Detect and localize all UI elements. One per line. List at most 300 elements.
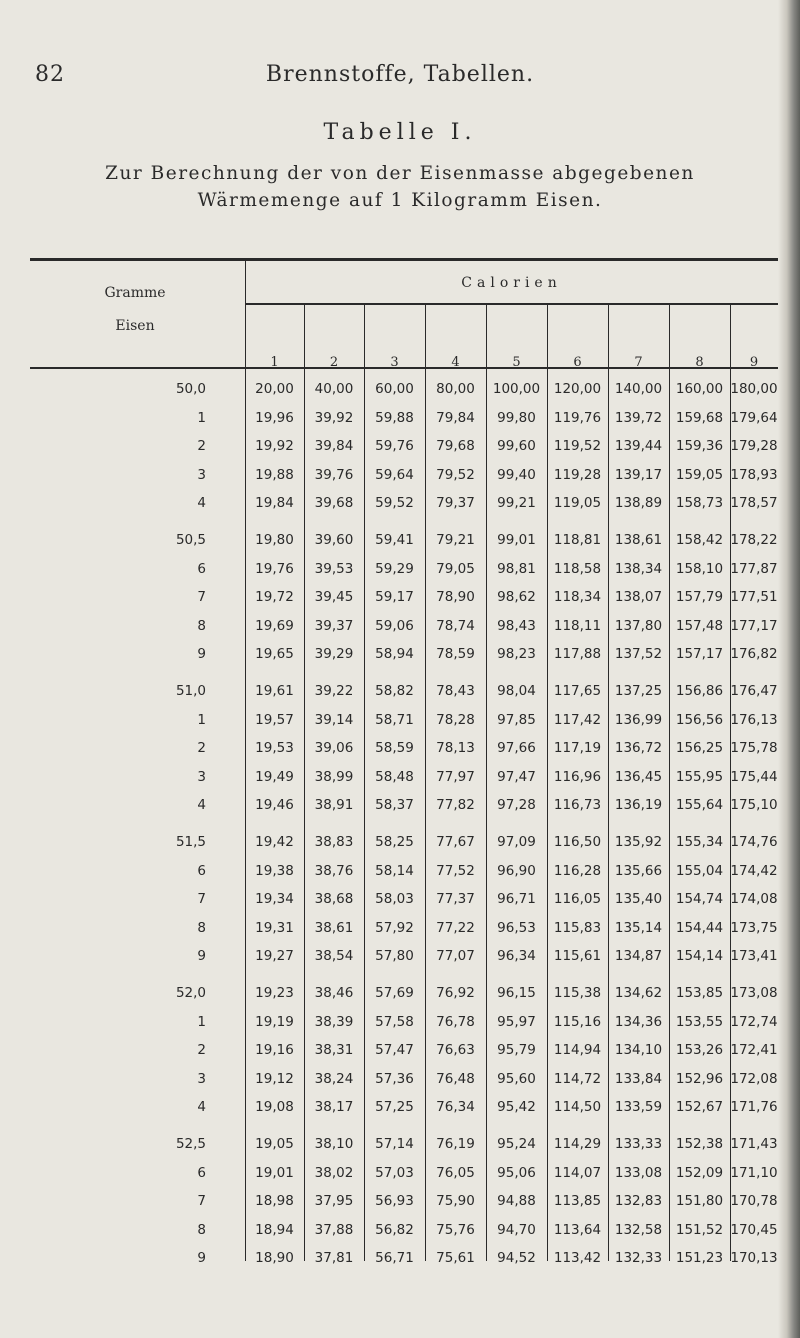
calorie-cell: 98,81 — [497, 560, 536, 577]
calorie-cell: 77,82 — [436, 797, 475, 814]
calorie-cell: 19,80 — [255, 532, 294, 548]
gramm-cell: 2 — [197, 740, 206, 757]
calorie-cell: 136,72 — [614, 740, 663, 757]
calorie-cell: 119,28 — [553, 466, 602, 483]
calorie-cell: 77,07 — [436, 948, 475, 965]
calorie-cell: 154,74 — [675, 891, 724, 908]
calorie-cell: 59,41 — [375, 532, 414, 548]
calorie-cell: 135,92 — [614, 834, 663, 850]
calorie-cell: 59,88 — [375, 409, 414, 426]
header-gramme: Gramme — [104, 285, 166, 301]
calorie-cell: 77,67 — [436, 834, 475, 850]
gramm-cell: 6 — [197, 560, 206, 577]
calorie-cell: 57,47 — [375, 1042, 414, 1059]
calorie-cell: 38,31 — [314, 1042, 354, 1059]
calorie-cell: 96,90 — [497, 862, 536, 879]
calorie-cell: 76,05 — [436, 1164, 475, 1181]
calorie-cell: 97,28 — [497, 797, 536, 814]
calorie-cell: 175,10 — [730, 797, 778, 814]
calorie-cell: 38,76 — [314, 862, 354, 879]
calorie-cell: 134,10 — [614, 1042, 663, 1059]
calorie-cell: 132,58 — [614, 1221, 663, 1238]
caption-line-1: Zur Berechnung der von der Eisenmasse abgegebenen — [105, 163, 695, 184]
calorie-cell: 116,50 — [553, 834, 602, 850]
calorie-cell: 172,41 — [730, 1042, 778, 1059]
gramm-cell: 3 — [197, 1070, 206, 1087]
gramm-cell: 50,0 — [175, 381, 206, 397]
header-eisen: Eisen — [115, 318, 155, 334]
calorie-cell: 39,84 — [314, 438, 354, 455]
calorie-cell: 75,76 — [436, 1221, 475, 1238]
calorie-cell: 60,00 — [375, 381, 414, 397]
calorie-cell: 19,23 — [255, 985, 294, 1001]
calorie-cell: 39,06 — [314, 740, 354, 757]
calorie-cell: 94,70 — [497, 1221, 536, 1238]
calorie-cell: 57,03 — [375, 1164, 414, 1181]
calorie-cell: 76,78 — [436, 1013, 475, 1030]
calorie-cell: 136,99 — [614, 711, 663, 728]
calorie-cell: 80,00 — [436, 381, 475, 397]
calorie-cell: 115,61 — [553, 948, 602, 965]
gramm-cell: 51,0 — [175, 683, 206, 699]
calorie-cell: 19,08 — [255, 1099, 294, 1116]
calorie-cell: 57,69 — [375, 985, 414, 1001]
table-row — [0, 589, 800, 612]
calorie-cell: 57,80 — [375, 948, 414, 965]
column-number-7: 7 — [634, 355, 643, 370]
calorie-cell: 113,42 — [553, 1250, 602, 1267]
calorie-cell: 38,61 — [314, 919, 354, 936]
calorie-cell: 98,23 — [497, 646, 536, 663]
calorie-cell: 170,45 — [730, 1221, 778, 1238]
calorie-cell: 170,13 — [730, 1250, 778, 1267]
calorie-cell: 95,97 — [497, 1013, 536, 1030]
calorie-cell: 38,91 — [314, 797, 354, 814]
calorie-cell: 158,42 — [675, 532, 724, 548]
calorie-cell: 58,59 — [375, 740, 414, 757]
calorie-cell: 99,60 — [497, 438, 536, 455]
calorie-cell: 174,42 — [730, 862, 778, 879]
calorie-cell: 154,44 — [675, 919, 724, 936]
calorie-cell: 135,66 — [614, 862, 663, 879]
calorie-cell: 99,80 — [497, 409, 536, 426]
table-row — [0, 618, 800, 641]
calorie-cell: 19,46 — [255, 797, 294, 814]
table-row — [0, 1099, 800, 1122]
calorie-cell: 176,13 — [730, 711, 778, 728]
calorie-cell: 114,72 — [553, 1070, 602, 1087]
calorie-cell: 176,82 — [730, 646, 778, 663]
calorie-cell: 75,90 — [436, 1193, 475, 1210]
calorie-cell: 119,52 — [553, 438, 602, 455]
calorie-cell: 76,63 — [436, 1042, 475, 1059]
calorie-cell: 152,96 — [675, 1070, 724, 1087]
calorie-cell: 20,00 — [255, 381, 294, 397]
calorie-cell: 174,76 — [730, 834, 778, 850]
table-row — [0, 712, 800, 735]
column-number-4: 4 — [451, 355, 460, 370]
calorie-cell: 39,76 — [314, 466, 354, 483]
calorie-cell: 59,52 — [375, 495, 414, 512]
calorie-cell: 19,42 — [255, 834, 294, 850]
calorie-cell: 76,92 — [436, 985, 475, 1001]
calorie-cell: 78,59 — [436, 646, 475, 663]
calorie-cell: 117,88 — [553, 646, 602, 663]
calorie-cell: 99,40 — [497, 466, 536, 483]
calorie-cell: 137,52 — [614, 646, 663, 663]
calorie-cell: 19,57 — [255, 711, 294, 728]
gramm-cell: 52,5 — [175, 1136, 206, 1152]
calorie-cell: 114,29 — [553, 1136, 602, 1152]
calorie-cell: 137,25 — [614, 683, 663, 699]
table-row — [0, 863, 800, 886]
gramm-cell: 4 — [197, 1099, 206, 1116]
calorie-cell: 37,88 — [314, 1221, 354, 1238]
calorie-cell: 19,01 — [255, 1164, 294, 1181]
gramm-cell: 7 — [197, 891, 206, 908]
calorie-cell: 133,08 — [614, 1164, 663, 1181]
calorie-cell: 138,89 — [614, 495, 663, 512]
table-row — [0, 797, 800, 820]
calorie-cell: 95,60 — [497, 1070, 536, 1087]
gramm-cell: 6 — [197, 1164, 206, 1181]
table-row — [0, 891, 800, 914]
calorie-cell: 19,16 — [255, 1042, 294, 1059]
calorie-cell: 140,00 — [614, 381, 663, 397]
calorie-cell: 58,14 — [375, 862, 414, 879]
calorie-cell: 19,76 — [255, 560, 294, 577]
gramm-cell: 3 — [197, 768, 206, 785]
calorie-cell: 114,50 — [553, 1099, 602, 1116]
table-row — [0, 740, 800, 763]
running-title: Brennstoffe, Tabellen. — [265, 62, 535, 87]
calorie-cell: 155,04 — [675, 862, 724, 879]
column-number-1: 1 — [270, 355, 279, 370]
calorie-cell: 156,25 — [675, 740, 724, 757]
calorie-cell: 56,71 — [375, 1250, 414, 1267]
calorie-cell: 79,37 — [436, 495, 475, 512]
calorie-cell: 77,52 — [436, 862, 475, 879]
calorie-cell: 114,07 — [553, 1164, 602, 1181]
calorie-cell: 160,00 — [675, 381, 724, 397]
calorie-cell: 37,81 — [314, 1250, 354, 1267]
calorie-cell: 173,41 — [730, 948, 778, 965]
calorie-cell: 37,95 — [314, 1193, 354, 1210]
calorie-cell: 115,83 — [553, 919, 602, 936]
calorie-cell: 136,45 — [614, 768, 663, 785]
calorie-cell: 133,84 — [614, 1070, 663, 1087]
calorie-cell: 95,06 — [497, 1164, 536, 1181]
calorie-cell: 59,76 — [375, 438, 414, 455]
gramm-cell: 1 — [197, 1013, 206, 1030]
calorie-cell: 178,93 — [730, 466, 778, 483]
page-header — [35, 62, 765, 102]
gramm-cell: 7 — [197, 1193, 206, 1210]
calorie-cell: 179,28 — [730, 438, 778, 455]
calorie-cell: 79,52 — [436, 466, 475, 483]
table-row — [0, 1042, 800, 1065]
calorie-cell: 116,73 — [553, 797, 602, 814]
calorie-cell: 152,67 — [675, 1099, 724, 1116]
calorie-cell: 58,82 — [375, 683, 414, 699]
table-row — [0, 561, 800, 584]
calorie-cell: 174,08 — [730, 891, 778, 908]
table-row — [0, 410, 800, 433]
calorie-cell: 38,02 — [314, 1164, 354, 1181]
calorie-cell: 155,34 — [675, 834, 724, 850]
calorie-cell: 38,99 — [314, 768, 354, 785]
calorie-cell: 78,13 — [436, 740, 475, 757]
calorie-cell: 133,33 — [614, 1136, 663, 1152]
calorie-cell: 19,84 — [255, 495, 294, 512]
calorie-cell: 135,40 — [614, 891, 663, 908]
calorie-cell: 39,53 — [314, 560, 354, 577]
calorie-cell: 58,48 — [375, 768, 414, 785]
calorie-cell: 18,90 — [255, 1250, 294, 1267]
calorie-cell: 137,80 — [614, 617, 663, 634]
calorie-cell: 38,68 — [314, 891, 354, 908]
gramm-cell: 9 — [197, 646, 206, 663]
table-caption — [0, 160, 800, 214]
calorie-cell: 116,28 — [553, 862, 602, 879]
calorie-cell: 75,61 — [436, 1250, 475, 1267]
table-row — [0, 920, 800, 943]
calorie-cell: 78,74 — [436, 617, 475, 634]
calorie-cell: 134,87 — [614, 948, 663, 965]
calorie-cell: 113,64 — [553, 1221, 602, 1238]
gramm-cell: 1 — [197, 409, 206, 426]
calorie-cell: 175,78 — [730, 740, 778, 757]
calorie-cell: 39,68 — [314, 495, 354, 512]
gramm-cell: 2 — [197, 1042, 206, 1059]
calorie-cell: 39,14 — [314, 711, 354, 728]
calorie-cell: 116,05 — [553, 891, 602, 908]
calorie-cell: 139,17 — [614, 466, 663, 483]
calorie-cell: 76,48 — [436, 1070, 475, 1087]
calorie-cell: 133,59 — [614, 1099, 663, 1116]
calorie-cell: 19,53 — [255, 740, 294, 757]
table-row — [0, 1250, 800, 1273]
gramm-cell: 4 — [197, 495, 206, 512]
calorie-cell: 156,56 — [675, 711, 724, 728]
calorie-cell: 19,05 — [255, 1136, 294, 1152]
calorie-cell: 58,03 — [375, 891, 414, 908]
calorie-cell: 57,36 — [375, 1070, 414, 1087]
calorie-cell: 59,06 — [375, 617, 414, 634]
calorie-cell: 19,38 — [255, 862, 294, 879]
calorie-cell: 171,76 — [730, 1099, 778, 1116]
table-row — [0, 1222, 800, 1245]
calorie-cell: 18,94 — [255, 1221, 294, 1238]
calorie-cell: 94,88 — [497, 1193, 536, 1210]
calorie-cell: 177,51 — [730, 589, 778, 606]
calorie-cell: 159,05 — [675, 466, 724, 483]
calorie-cell: 138,61 — [614, 532, 663, 548]
column-number-5: 5 — [512, 355, 521, 370]
calorie-cell: 19,49 — [255, 768, 294, 785]
calorie-cell: 157,17 — [675, 646, 724, 663]
calorie-cell: 134,62 — [614, 985, 663, 1001]
calorie-cell: 117,65 — [553, 683, 602, 699]
calorie-cell: 175,44 — [730, 768, 778, 785]
calorie-cell: 38,54 — [314, 948, 354, 965]
calorie-cell: 171,43 — [730, 1136, 778, 1152]
table-row — [0, 381, 800, 404]
calorie-cell: 118,34 — [553, 589, 602, 606]
calorie-cell: 40,00 — [314, 381, 354, 397]
calorie-cell: 77,37 — [436, 891, 475, 908]
calorie-cell: 115,16 — [553, 1013, 602, 1030]
calorie-cell: 138,07 — [614, 589, 663, 606]
calorie-cell: 153,85 — [675, 985, 724, 1001]
table-row — [0, 985, 800, 1008]
column-number-6: 6 — [573, 355, 582, 370]
table-row — [0, 948, 800, 971]
calorie-cell: 156,86 — [675, 683, 724, 699]
calorie-cell: 98,43 — [497, 617, 536, 634]
calorie-cell: 39,29 — [314, 646, 354, 663]
caption-line-2: Wärmemenge auf 1 Kilogramm Eisen. — [197, 190, 603, 211]
calorie-cell: 153,26 — [675, 1042, 724, 1059]
calorie-cell: 79,05 — [436, 560, 475, 577]
calorie-cell: 76,19 — [436, 1136, 475, 1152]
calorie-cell: 97,66 — [497, 740, 536, 757]
calorie-cell: 19,69 — [255, 617, 294, 634]
calorie-cell: 155,64 — [675, 797, 724, 814]
calorie-cell: 180,00 — [730, 381, 778, 397]
calorie-cell: 19,88 — [255, 466, 294, 483]
calorie-cell: 95,24 — [497, 1136, 536, 1152]
calorie-cell: 96,15 — [497, 985, 536, 1001]
table-row — [0, 438, 800, 461]
calorie-cell: 38,83 — [314, 834, 354, 850]
calorie-cell: 58,37 — [375, 797, 414, 814]
calorie-cell: 171,10 — [730, 1164, 778, 1181]
calorie-cell: 57,25 — [375, 1099, 414, 1116]
calorie-cell: 99,21 — [497, 495, 536, 512]
calorie-cell: 173,08 — [730, 985, 778, 1001]
table-top-rule — [30, 258, 778, 261]
page-number: 82 — [35, 62, 65, 87]
calorie-cell: 177,17 — [730, 617, 778, 634]
calorie-cell: 132,83 — [614, 1193, 663, 1210]
calorie-cell: 58,71 — [375, 711, 414, 728]
calorie-cell: 179,64 — [730, 409, 778, 426]
calorie-cell: 96,71 — [497, 891, 536, 908]
calorie-cell: 39,37 — [314, 617, 354, 634]
calorie-cell: 78,90 — [436, 589, 475, 606]
calorie-cell: 79,84 — [436, 409, 475, 426]
calorie-cell: 118,11 — [553, 617, 602, 634]
table-row — [0, 1193, 800, 1216]
calorie-cell: 139,72 — [614, 409, 663, 426]
calorie-cell: 172,74 — [730, 1013, 778, 1030]
calorie-cell: 158,73 — [675, 495, 724, 512]
gramm-cell: 8 — [197, 919, 206, 936]
calorie-cell: 159,36 — [675, 438, 724, 455]
gramm-cell: 6 — [197, 862, 206, 879]
calorie-cell: 97,85 — [497, 711, 536, 728]
calorie-cell: 95,42 — [497, 1099, 536, 1116]
gramm-cell: 51,5 — [175, 834, 206, 850]
calorie-cell: 96,34 — [497, 948, 536, 965]
header-calorien: Calorien — [461, 275, 562, 291]
calorie-cell: 58,94 — [375, 646, 414, 663]
gramm-cell: 9 — [197, 948, 206, 965]
table-title: Tabelle I. — [323, 120, 477, 145]
calorie-cell: 98,04 — [497, 683, 536, 699]
calorie-cell: 139,44 — [614, 438, 663, 455]
table-row — [0, 834, 800, 857]
calorie-cell: 95,79 — [497, 1042, 536, 1059]
calorie-cell: 97,47 — [497, 768, 536, 785]
calorie-cell: 19,31 — [255, 919, 294, 936]
gramm-cell: 9 — [197, 1250, 206, 1267]
gramm-cell: 50,5 — [175, 532, 206, 548]
calorie-cell: 79,68 — [436, 438, 475, 455]
calorie-cell: 59,17 — [375, 589, 414, 606]
calorie-cell: 114,94 — [553, 1042, 602, 1059]
calorie-cell: 57,58 — [375, 1013, 414, 1030]
calorie-cell: 38,46 — [314, 985, 354, 1001]
table-row — [0, 1014, 800, 1037]
calorie-cell: 79,21 — [436, 532, 475, 548]
calorie-cell: 120,00 — [553, 381, 602, 397]
calorie-cell: 152,09 — [675, 1164, 724, 1181]
calorie-cell: 152,38 — [675, 1136, 724, 1152]
calorie-cell: 97,09 — [497, 834, 536, 850]
calorie-cell: 76,34 — [436, 1099, 475, 1116]
gramm-cell: 3 — [197, 466, 206, 483]
calorie-cell: 151,80 — [675, 1193, 724, 1210]
column-number-2: 2 — [329, 355, 339, 370]
calorie-cell: 19,61 — [255, 683, 294, 699]
calorie-cell: 38,10 — [314, 1136, 354, 1152]
table-row — [0, 1071, 800, 1094]
calorie-cell: 154,14 — [675, 948, 724, 965]
calorie-cell: 172,08 — [730, 1070, 778, 1087]
calorie-cell: 178,57 — [730, 495, 778, 512]
calorie-cell: 38,24 — [314, 1070, 354, 1087]
calorie-cell: 118,81 — [553, 532, 602, 548]
table-row — [0, 532, 800, 555]
calorie-cell: 38,17 — [314, 1099, 354, 1116]
calorie-cell: 39,22 — [314, 683, 354, 699]
calorie-cell: 39,60 — [314, 532, 354, 548]
calorie-cell: 19,96 — [255, 409, 294, 426]
calorie-cell: 178,22 — [730, 532, 778, 548]
table-row — [0, 646, 800, 669]
calorie-cell: 19,92 — [255, 438, 294, 455]
calorie-cell: 19,34 — [255, 891, 294, 908]
calorie-cell: 57,92 — [375, 919, 414, 936]
gramm-cell: 8 — [197, 617, 206, 634]
calorie-cell: 155,95 — [675, 768, 724, 785]
calorie-cell: 132,33 — [614, 1250, 663, 1267]
table-row — [0, 1165, 800, 1188]
calorie-cell: 96,53 — [497, 919, 536, 936]
table-row — [0, 467, 800, 490]
calorie-cell: 173,75 — [730, 919, 778, 936]
table-row — [0, 495, 800, 518]
gramm-cell: 2 — [197, 438, 206, 455]
calorie-cell: 99,01 — [497, 532, 536, 548]
calorie-cell: 177,87 — [730, 560, 778, 577]
calorie-cell: 19,65 — [255, 646, 294, 663]
calorie-cell: 56,82 — [375, 1221, 414, 1238]
calorie-cell: 19,27 — [255, 948, 294, 965]
gramm-cell: 4 — [197, 797, 206, 814]
